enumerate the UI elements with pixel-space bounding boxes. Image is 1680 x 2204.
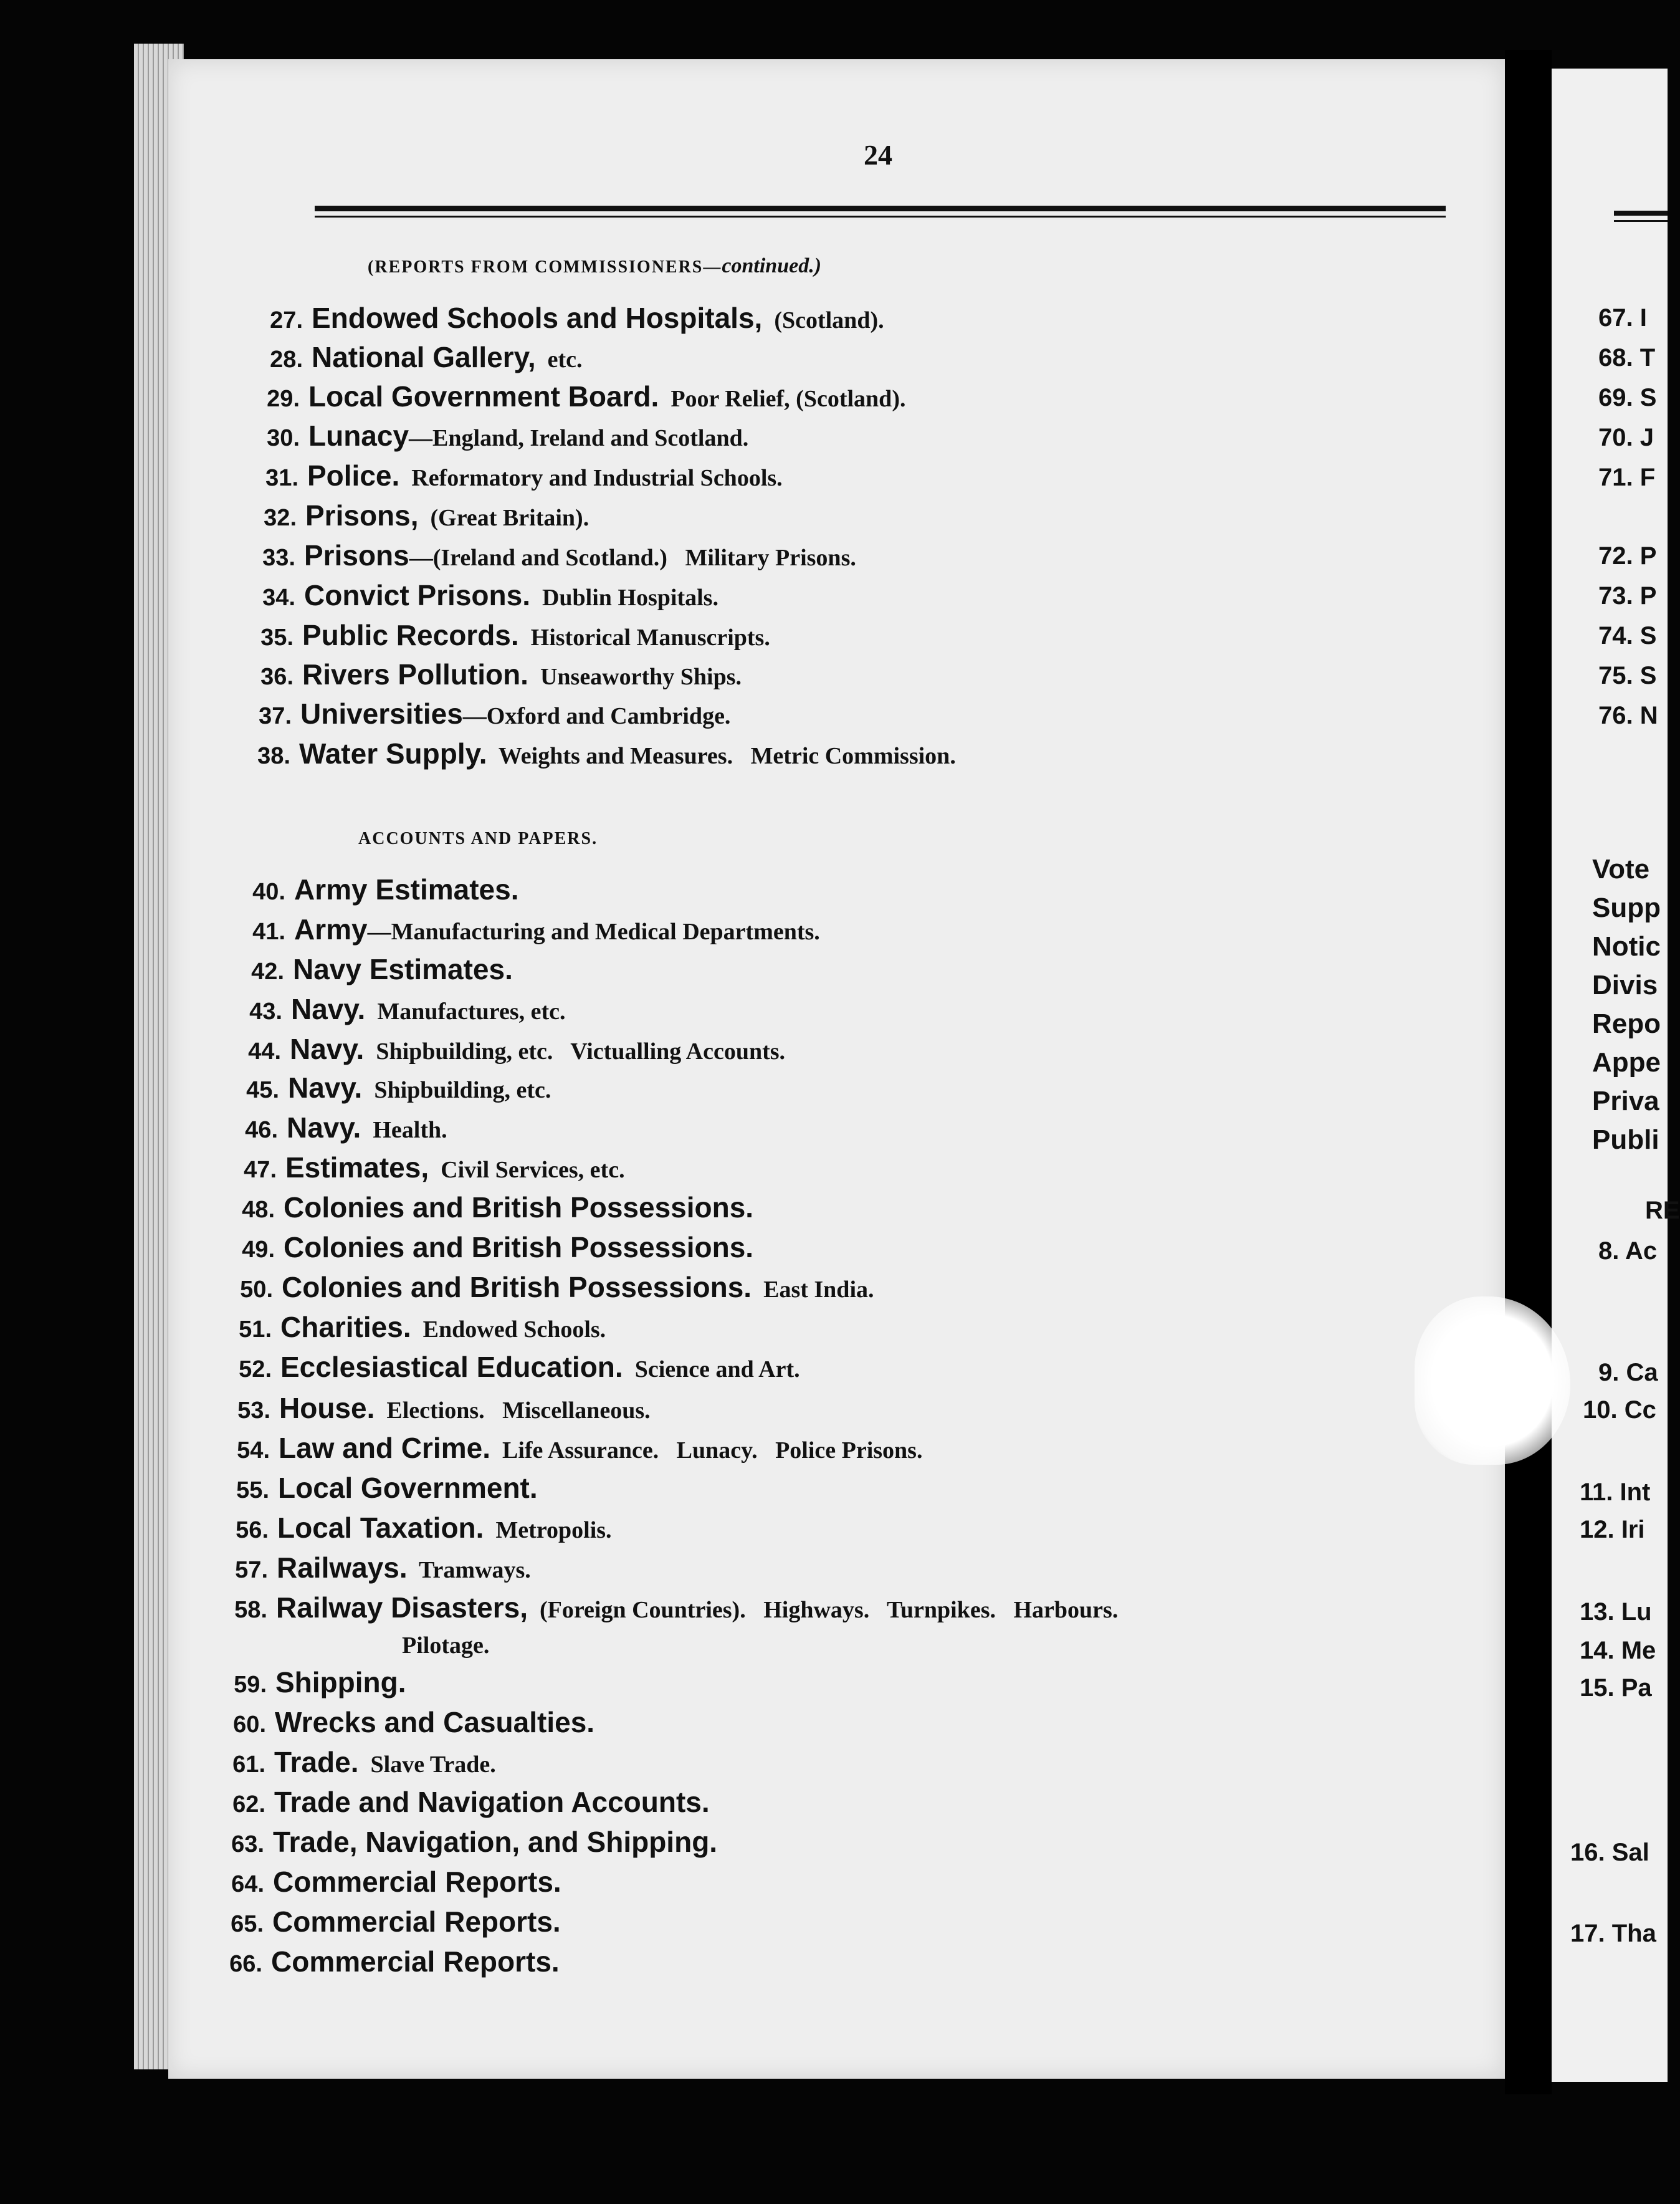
entry-number: 35.: [260, 625, 294, 651]
list-item: [226, 913, 820, 946]
facing-entry: 13. Lu: [1580, 1598, 1652, 1626]
entry-title: Commercial Reports.: [273, 1866, 561, 1898]
facing-entry: 10. Cc: [1583, 1396, 1656, 1424]
entry-number: 30.: [267, 425, 300, 451]
entry-number: 33.: [262, 545, 295, 571]
entry-number: 40.: [252, 879, 285, 905]
entry-description: etc.: [535, 347, 583, 373]
entry-number: 45.: [246, 1077, 279, 1103]
facing-entry: 75. S: [1598, 662, 1657, 689]
entry-description: —Manufacturing and Medical Departments.: [367, 919, 820, 945]
entry-title: Prisons,: [305, 499, 419, 532]
facing-entry: Publi: [1592, 1124, 1659, 1155]
entry-number: 52.: [239, 1356, 272, 1382]
page-number: 24: [864, 139, 892, 171]
list-item: [226, 873, 519, 906]
entry-title: Wrecks and Casualties.: [275, 1706, 595, 1738]
facing-rule-thick: [1614, 211, 1668, 216]
entry-description: Elections. Miscellaneous.: [375, 1397, 651, 1424]
entry-description: —(Ireland and Scotland.) Military Prisons.: [409, 545, 856, 571]
entry-title: Universities: [300, 697, 463, 730]
entry-title: Colonies and British Possessions.: [284, 1231, 754, 1263]
entry-number: 66.: [229, 1951, 262, 1977]
entry-number: 48.: [242, 1197, 275, 1223]
entry-title: House.: [279, 1392, 375, 1424]
facing-entry: 9. Ca: [1598, 1359, 1658, 1386]
list-item: [243, 340, 583, 374]
entry-description: Dublin Hospitals.: [530, 585, 718, 611]
entry-number: 29.: [267, 386, 300, 412]
entry-description: —Oxford and Cambridge.: [462, 703, 731, 729]
entry-number: 34.: [262, 585, 295, 611]
list-item: [218, 1111, 447, 1144]
list-item: [210, 1431, 922, 1465]
list-item: [212, 1350, 800, 1384]
list-item: [206, 1785, 710, 1819]
entry-title: Local Government.: [278, 1472, 538, 1504]
list-item: [234, 618, 770, 652]
list-item: [209, 1511, 612, 1545]
entry-description: (Great Britain).: [418, 505, 589, 531]
list-item: [213, 1270, 874, 1304]
list-item: [234, 658, 742, 691]
entry-number: 60.: [233, 1712, 266, 1738]
entry-title: Shipping.: [275, 1666, 406, 1699]
entry-title: Navy.: [288, 1071, 363, 1104]
entry-title: Colonies and British Possessions.: [284, 1191, 754, 1224]
entry-title: Local Taxation.: [277, 1512, 484, 1544]
entry-number: 51.: [239, 1316, 272, 1343]
entry-description: Manufactures, etc.: [365, 999, 566, 1025]
facing-entry: 16. Sal: [1570, 1839, 1649, 1866]
entry-description: Science and Art.: [623, 1356, 800, 1382]
entry-title: Navy.: [290, 1033, 365, 1065]
list-item: [222, 992, 566, 1026]
list-item: [219, 1071, 551, 1104]
entry-title: Convict Prisons.: [304, 579, 530, 611]
entry-title: Colonies and British Possessions.: [282, 1271, 752, 1303]
entry-title: Navy Estimates.: [293, 953, 513, 985]
facing-entry: Repo: [1592, 1009, 1661, 1039]
header-rule-thin: [315, 216, 1446, 218]
entry-title: Navy.: [287, 1111, 361, 1144]
entry-title: Commercial Reports.: [271, 1945, 560, 1978]
entry-number: 43.: [249, 999, 282, 1025]
entry-title: Charities.: [280, 1311, 411, 1343]
facing-entry: 67. I: [1598, 304, 1647, 332]
entry-number: 42.: [251, 959, 284, 985]
entry-description: Shipbuilding, etc. Victualling Accounts.: [364, 1038, 786, 1065]
entry-title: Ecclesiastical Education.: [280, 1351, 623, 1383]
entry-title: National Gallery,: [312, 341, 536, 373]
list-item: [231, 737, 956, 770]
list-item: [207, 1665, 406, 1699]
list-item: [215, 1230, 753, 1264]
facing-entry: 8. Ac: [1598, 1237, 1658, 1265]
list-item: [204, 1825, 717, 1859]
entry-number: 57.: [235, 1557, 268, 1583]
entry-description: Metropolis.: [484, 1517, 612, 1543]
entry-description: Poor Relief, (Scotland).: [659, 386, 906, 412]
accounts-heading: ACCOUNTS AND PAPERS.: [358, 829, 598, 848]
entry-description: Life Assurance. Lunacy. Police Prisons.: [490, 1437, 923, 1464]
entry-number: 55.: [236, 1477, 269, 1503]
list-item: [217, 1151, 625, 1184]
book-gutter: [1505, 50, 1552, 2094]
list-item: [240, 419, 748, 453]
facing-entry: Divis: [1592, 970, 1658, 1000]
facing-entry: 71. F: [1598, 464, 1656, 491]
entry-number: 50.: [240, 1277, 273, 1303]
list-item: [203, 1945, 560, 1978]
entry-title: Police.: [307, 459, 400, 492]
entry-description: Endowed Schools.: [411, 1316, 606, 1343]
facing-entry: 74. S: [1598, 622, 1657, 649]
facing-entry: 76. N: [1598, 702, 1658, 729]
entry-number: 41.: [252, 919, 285, 945]
entry-title: Water Supply.: [299, 737, 487, 770]
entry-number: 63.: [231, 1831, 264, 1857]
entry-title: Local Government Board.: [308, 380, 659, 413]
facing-entry: Vote: [1592, 854, 1650, 884]
entry-description: Slave Trade.: [358, 1751, 496, 1778]
entry-number: 37.: [259, 703, 292, 729]
facing-heading: RE: [1645, 1197, 1680, 1224]
entry-number: 46.: [245, 1117, 278, 1143]
entry-description: —England, Ireland and Scotland.: [409, 425, 749, 451]
entry-number: 54.: [237, 1437, 270, 1464]
entry-title: Trade, Navigation, and Shipping.: [273, 1826, 718, 1858]
entry-title: Lunacy: [308, 419, 409, 452]
facing-rule-thin: [1614, 220, 1668, 222]
facing-entry: 69. S: [1598, 384, 1657, 411]
entry-number: 56.: [236, 1517, 269, 1543]
facing-entry: Appe: [1592, 1047, 1661, 1078]
entry-number: 31.: [265, 465, 298, 491]
entry-number: 38.: [257, 743, 290, 769]
entry-description: Health.: [361, 1117, 447, 1143]
entry-description: (Scotland).: [762, 307, 884, 333]
entry-number: 58.: [234, 1597, 267, 1623]
list-item: [215, 1191, 753, 1224]
entry-number: 53.: [237, 1397, 270, 1424]
entry-title: Army: [294, 913, 368, 946]
entry-description: (Foreign Countries). Highways. Turnpikes. Harbours.: [528, 1597, 1119, 1623]
list-item: [211, 1391, 651, 1425]
facing-entry: 14. Me: [1580, 1637, 1656, 1664]
list-item: [208, 1591, 1118, 1624]
entry-title: Public Records.: [302, 619, 519, 651]
list-item: [243, 301, 884, 335]
list-item: [236, 578, 718, 612]
entry-title: Endowed Schools and Hospitals,: [312, 302, 763, 334]
entry-number: 47.: [244, 1157, 277, 1183]
entry-title: Railway Disasters,: [276, 1591, 528, 1624]
entry-title: Law and Crime.: [279, 1432, 490, 1464]
list-item: [240, 380, 905, 413]
header-rule-thick: [315, 206, 1446, 211]
list-item: [212, 1310, 606, 1344]
list-item: [237, 499, 589, 532]
entry-description: East India.: [752, 1277, 874, 1303]
facing-entry: Notic: [1592, 931, 1661, 962]
entry-title: Navy.: [291, 993, 366, 1025]
list-item: [204, 1905, 561, 1938]
list-item: [224, 952, 513, 986]
facing-entry: 73. P: [1598, 582, 1657, 610]
entry-description: Historical Manuscripts.: [518, 625, 770, 651]
entry-number: 28.: [270, 347, 303, 373]
entry-number: 59.: [234, 1672, 267, 1698]
entry-description: Civil Services, etc.: [429, 1157, 625, 1183]
entry-number: 44.: [248, 1038, 281, 1065]
entry-number: 49.: [242, 1237, 275, 1263]
entry-description: Reformatory and Industrial Schools.: [399, 465, 783, 491]
entry-title: Army Estimates.: [294, 873, 519, 906]
entry-number: 64.: [231, 1871, 264, 1897]
list-item: [204, 1865, 561, 1899]
facing-entry: 12. Iri: [1580, 1516, 1645, 1543]
entry-title: Prisons: [304, 539, 409, 572]
facing-entry: 72. P: [1598, 542, 1657, 570]
facing-entry: Supp: [1592, 893, 1661, 923]
entry-title: Trade.: [274, 1746, 359, 1778]
entry-58-continuation: Pilotage.: [402, 1632, 490, 1659]
entry-description: Weights and Measures. Metric Commission.: [487, 743, 956, 769]
list-item: [206, 1745, 496, 1779]
list-item: [239, 459, 783, 492]
list-item: [232, 697, 730, 731]
entry-description: Unseaworthy Ships.: [528, 664, 742, 690]
entry-title: Rivers Pollution.: [302, 658, 528, 691]
entry-description: Tramways.: [407, 1557, 531, 1583]
list-item: [209, 1471, 538, 1505]
list-item: [221, 1032, 785, 1066]
reports-heading: (REPORTS FROM COMMISSIONERS—continued.): [368, 254, 822, 277]
facing-entry: 11. Int: [1580, 1478, 1651, 1506]
facing-entry: 70. J: [1598, 424, 1654, 451]
entry-number: 65.: [231, 1911, 264, 1937]
facing-entry: 17. Tha: [1570, 1920, 1656, 1947]
entry-title: Trade and Navigation Accounts.: [274, 1786, 710, 1818]
list-item: [208, 1551, 531, 1584]
entry-title: Railways.: [277, 1551, 408, 1584]
list-item: [206, 1705, 594, 1739]
entry-number: 27.: [270, 307, 303, 333]
entry-number: 61.: [232, 1751, 265, 1778]
facing-entry: 15. Pa: [1580, 1674, 1652, 1702]
entry-number: 32.: [264, 505, 297, 531]
entry-title: Commercial Reports.: [272, 1905, 561, 1938]
facing-entry: Priva: [1592, 1086, 1659, 1116]
facing-entry: 68. T: [1598, 344, 1656, 371]
entry-title: Estimates,: [285, 1151, 429, 1184]
entry-number: 36.: [260, 664, 294, 690]
entry-number: 62.: [232, 1791, 265, 1818]
entry-description: Shipbuilding, etc.: [362, 1077, 551, 1103]
list-item: [236, 539, 856, 572]
